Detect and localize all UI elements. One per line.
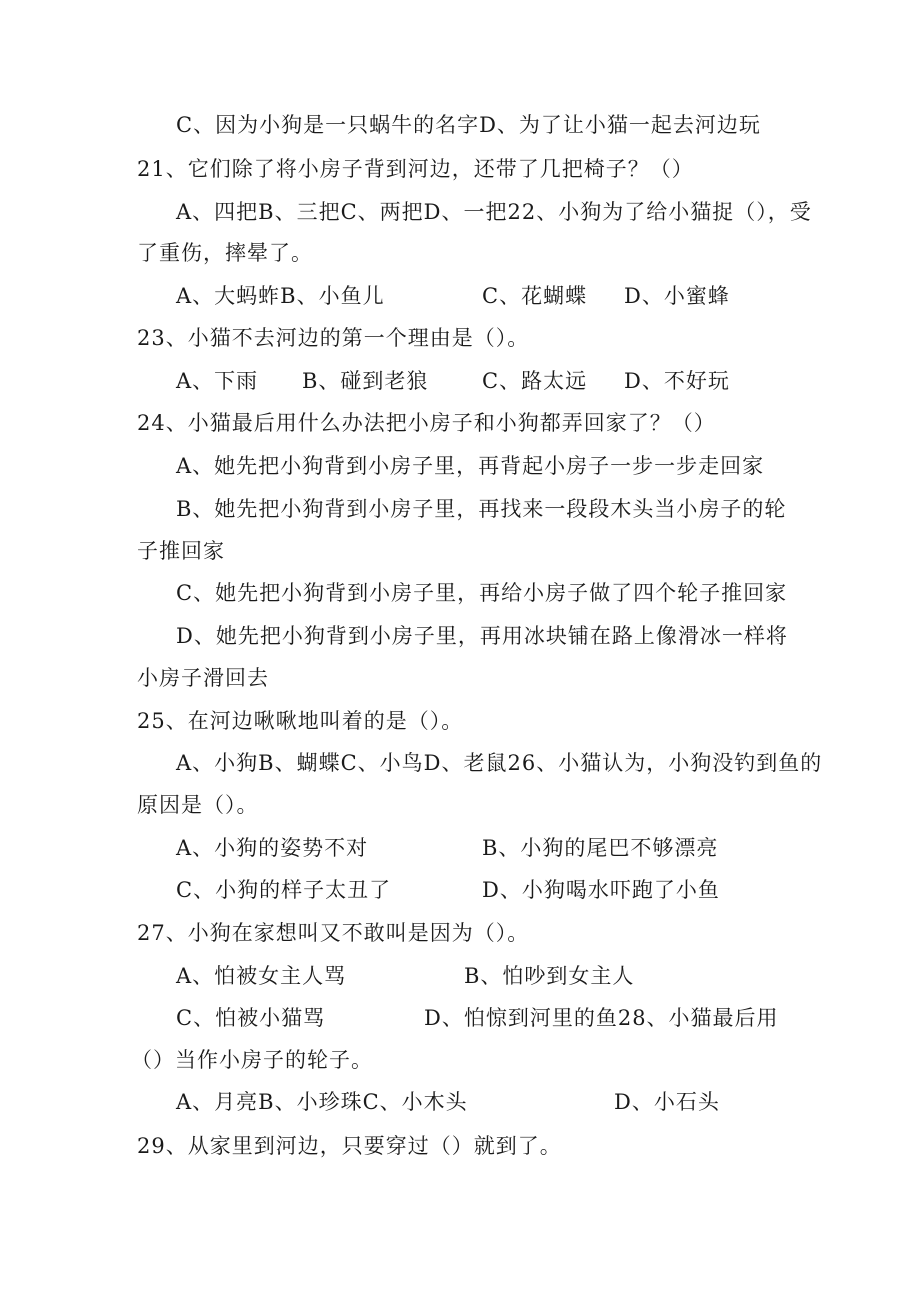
question-24-option-c: C、她先把小狗背到小房子里，再给小房子做了四个轮子推回家 <box>176 581 788 605</box>
question-21-options: A、四把B、三把C、两把D、一把22、小狗为了给小猫捉（），受 <box>176 200 812 224</box>
question-26-option-a: A、小狗的姿势不对 <box>176 836 369 860</box>
question-24-option-b: B、她先把小狗背到小房子里，再找来一段段木头当小房子的轮 <box>176 497 787 521</box>
question-26-option-d: D、小狗喝水吓跑了小鱼 <box>482 878 720 902</box>
question-28-options-a-c: A、月亮B、小珍珠C、小木头 <box>176 1090 468 1114</box>
question-21: 21、它们除了将小房子背到河边，还带了几把椅子？（） <box>137 157 694 181</box>
question-24-option-d: D、她先把小狗背到小房子里，再用冰块铺在路上像滑冰一样将 <box>176 624 788 648</box>
question-26-option-b: B、小狗的尾巴不够漂亮 <box>482 836 719 860</box>
question-24-option-b-continuation: 子推回家 <box>137 539 225 563</box>
question-22-option-c: C、花蝴蝶 <box>482 284 588 308</box>
question-24-option-d-continuation: 小房子滑回去 <box>137 666 269 690</box>
question-23-option-b: B、碰到老狼 <box>302 369 429 393</box>
question-27-option-c: C、怕被小猫骂 <box>176 1006 326 1030</box>
question-27-option-d-question-28: D、怕惊到河里的鱼28、小猫最后用 <box>424 1006 779 1030</box>
question-24: 24、小猫最后用什么办法把小房子和小狗都弄回家了？（） <box>137 411 716 435</box>
question-22-continuation: 了重伤，摔晕了。 <box>137 241 313 265</box>
question-27-option-b: B、怕吵到女主人 <box>464 964 635 988</box>
question-27-option-a: A、怕被女主人骂 <box>176 964 347 988</box>
question-23-option-a: A、下雨 <box>176 369 259 393</box>
question-23-option-c: C、路太远 <box>482 369 588 393</box>
question-22-option-a-b: A、大蚂蚱B、小鱼儿 <box>176 284 385 308</box>
question-25: 25、在河边啾啾地叫着的是（）。 <box>137 709 464 733</box>
question-26-option-c: C、小狗的样子太丑了 <box>176 878 392 902</box>
question-26-continuation: 原因是（）。 <box>137 793 259 817</box>
question-25-options: A、小狗B、蝴蝶C、小鸟D、老鼠26、小猫认为，小狗没钓到鱼的 <box>176 751 823 775</box>
question-27: 27、小狗在家想叫又不敢叫是因为（）。 <box>137 921 530 945</box>
question-24-option-a: A、她先把小狗背到小房子里，再背起小房子一步一步走回家 <box>176 454 765 478</box>
question-23: 23、小猫不去河边的第一个理由是（）。 <box>137 326 530 350</box>
question-28-option-d: D、小石头 <box>614 1090 720 1114</box>
question-20-option-c-d: C、因为小狗是一只蜗牛的名字D、为了让小猫一起去河边玩 <box>176 113 761 137</box>
question-29: 29、从家里到河边，只要穿过（）就到了。 <box>137 1134 562 1158</box>
question-22-option-d: D、小蜜蜂 <box>624 284 730 308</box>
question-23-option-d: D、不好玩 <box>624 369 730 393</box>
question-28-continuation: （）当作小房子的轮子。 <box>131 1048 373 1072</box>
